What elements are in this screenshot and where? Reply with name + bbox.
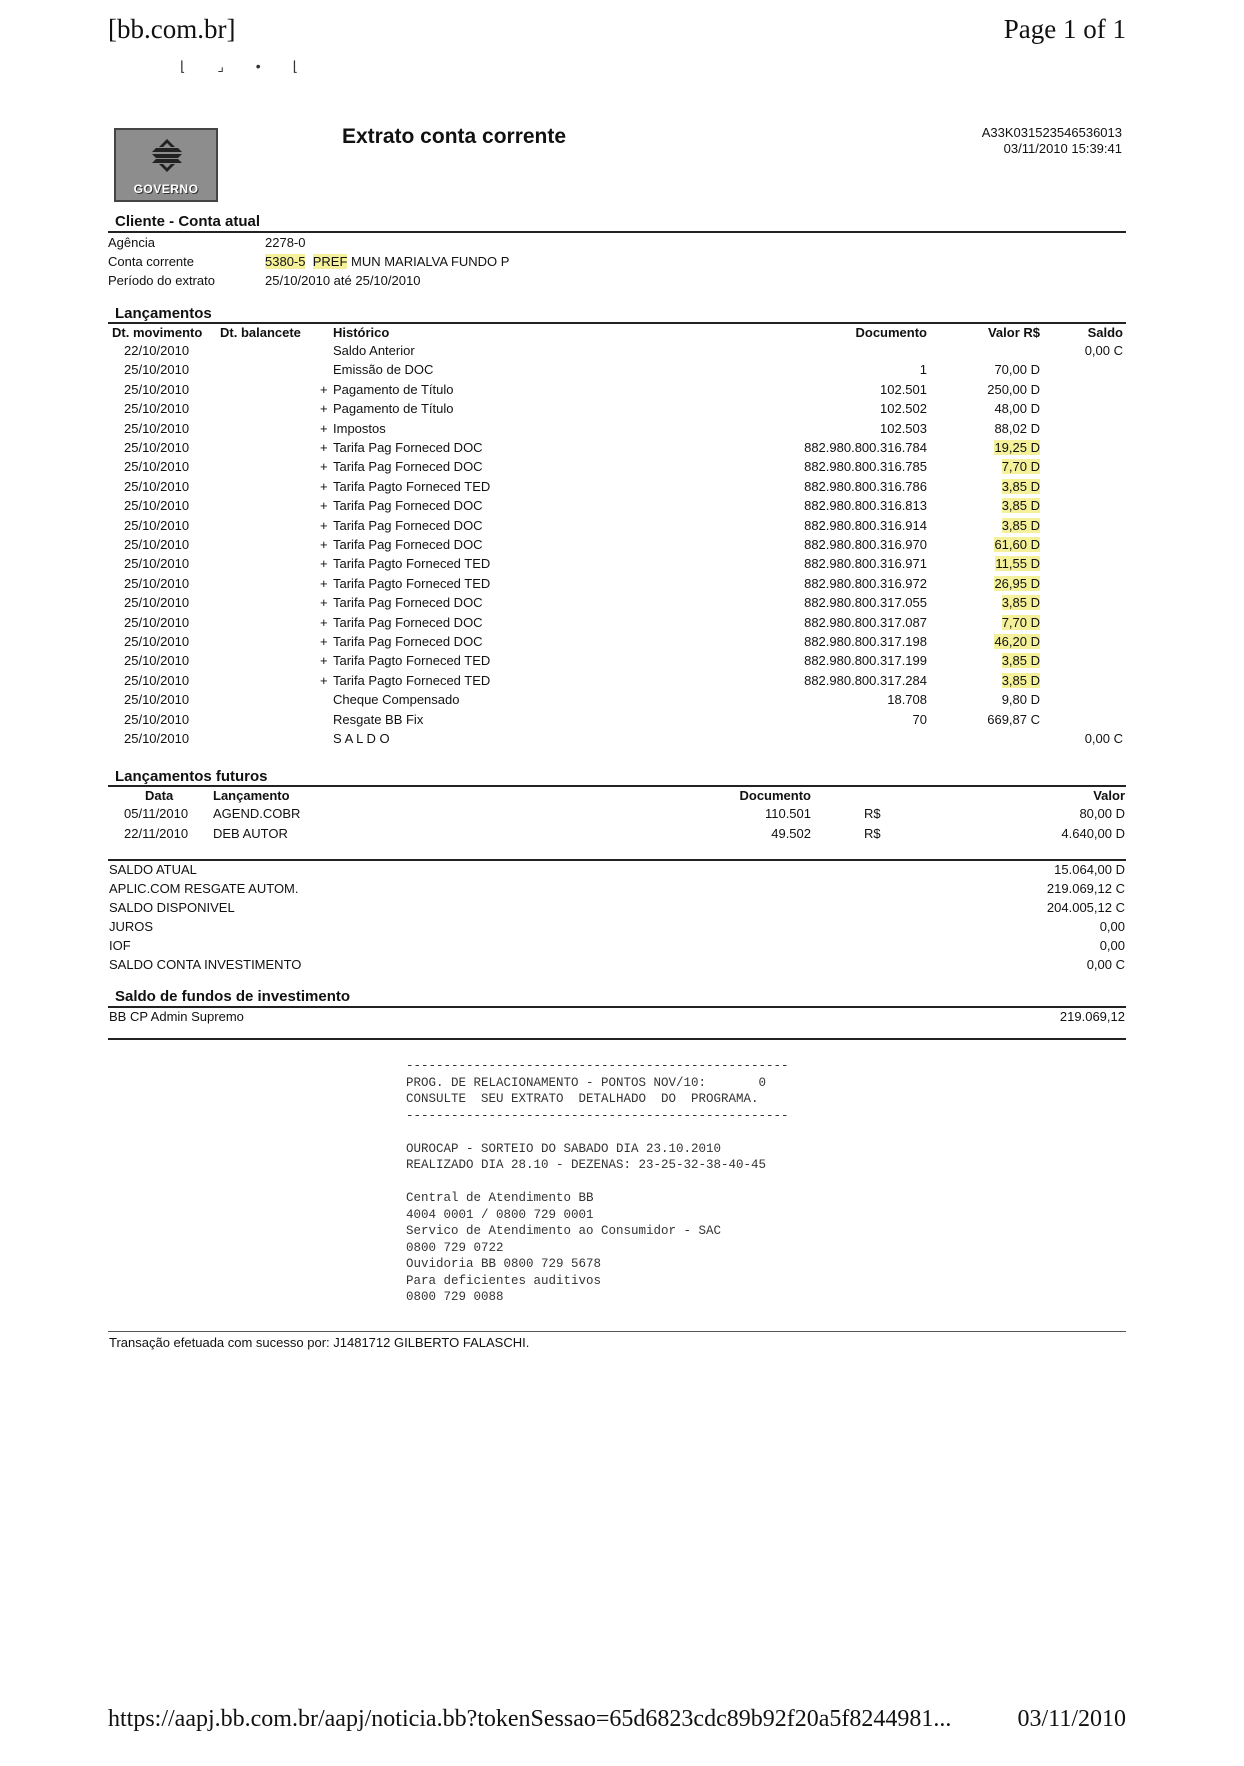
lancamentos-section-title: Lançamentos — [115, 305, 212, 322]
promo-line: --------------------------------------------------- — [406, 1059, 789, 1073]
row-documento: 49.502 — [771, 826, 811, 841]
table-row — [0, 343, 1244, 362]
row-documento: 882.980.800.316.972 — [804, 575, 927, 591]
row-date: 25/10/2010 — [124, 614, 190, 630]
row-historico: Pagamento de Título — [333, 401, 454, 417]
fundo-row — [0, 1009, 1244, 1027]
scribble-marks: ⌊ ⌟ • ⌊ — [180, 58, 313, 74]
footer-url: https://aapj.bb.com.br/aapj/noticia.bb?tokenSessao=65d6823cdc89b92f20a5f8244981... — [108, 1706, 952, 1732]
table-row — [0, 556, 1244, 575]
row-date: 25/10/2010 — [124, 381, 190, 397]
promo-line: Para deficientes auditivos — [406, 1273, 602, 1288]
summary-row — [0, 881, 1244, 899]
row-historico: Cheque Compensado — [333, 692, 460, 708]
account-holder: MUN MARIALVA FUNDO P — [351, 254, 510, 269]
col-header-documento-futuro: Documento — [739, 788, 811, 803]
row-valor: 19,25 D — [994, 440, 1040, 455]
summary-value: 0,00 C — [1086, 957, 1125, 972]
table-row — [0, 382, 1244, 401]
table-row — [0, 459, 1244, 478]
col-header-historico: Histórico — [333, 325, 390, 340]
promo-line: 0800 729 0722 — [406, 1240, 504, 1255]
row-sign: + — [320, 401, 328, 417]
row-historico: Tarifa Pagto Forneced TED — [333, 556, 491, 572]
row-saldo: 0,00 C — [1084, 343, 1123, 358]
row-date: 25/10/2010 — [124, 731, 190, 746]
summary-value: 219.069,12 C — [1046, 881, 1125, 896]
field-value: 2278-0 — [265, 235, 306, 250]
row-valor: 4.640,00 D — [1061, 826, 1125, 841]
row-date: 22/10/2010 — [124, 343, 190, 358]
transaction-note: Transação efetuada com sucesso por: J1481712 GILBERTO FALASCHI. — [109, 1335, 530, 1350]
row-date: 25/10/2010 — [124, 692, 190, 708]
summary-label: SALDO CONTA INVESTIMENTO — [109, 957, 302, 972]
row-currency: R$ — [864, 806, 881, 821]
row-date: 25/10/2010 — [124, 575, 190, 591]
row-date: 25/10/2010 — [124, 595, 190, 611]
summary-value: 0,00 — [1099, 938, 1125, 953]
fundo-value: 219.069,12 — [1059, 1009, 1125, 1024]
row-valor: 46,20 D — [994, 634, 1040, 649]
summary-label: SALDO ATUAL — [109, 862, 197, 877]
row-date: 25/10/2010 — [124, 362, 190, 378]
row-date: 25/10/2010 — [124, 517, 190, 533]
promo-line — [406, 1124, 789, 1141]
col-header-valor: Valor R$ — [987, 325, 1040, 340]
row-valor: 48,00 D — [994, 401, 1040, 417]
row-valor: 3,85 D — [1001, 498, 1040, 514]
field-value: 25/10/2010 até 25/10/2010 — [265, 273, 421, 288]
summary-row — [0, 938, 1244, 956]
summary-label: IOF — [109, 938, 131, 953]
row-valor: 70,00 D — [994, 362, 1040, 378]
table-row — [0, 634, 1244, 653]
document-code — [982, 125, 1122, 157]
summary-row — [0, 957, 1244, 975]
page-indicator: Page 1 of 1 — [1003, 14, 1126, 44]
row-documento: 882.980.800.316.813 — [804, 498, 927, 514]
row-valor: 3,85 D — [1001, 517, 1040, 533]
row-valor: 88,02 D — [994, 420, 1040, 436]
row-historico: Resgate BB Fix — [333, 711, 424, 727]
row-historico: Tarifa Pagto Forneced TED — [333, 672, 491, 688]
row-historico: Saldo Anterior — [333, 343, 415, 358]
divider — [108, 1006, 1126, 1008]
field-label: Conta corrente — [108, 254, 194, 269]
row-date: 22/11/2010 — [124, 826, 189, 841]
row-valor: 11,55 D — [995, 556, 1040, 572]
futuros-section-title: Lançamentos futuros — [115, 768, 268, 785]
promo-line: Servico de Atendimento ao Consumidor - SAC — [406, 1224, 722, 1238]
row-historico: Tarifa Pag Forneced DOC — [333, 459, 483, 475]
promo-line: Ouvidoria BB 0800 729 5678 — [406, 1257, 602, 1271]
fundo-name: BB CP Admin Supremo — [109, 1009, 244, 1024]
table-row — [0, 712, 1244, 731]
row-valor: 61,60 D — [994, 537, 1040, 552]
table-row — [0, 401, 1244, 420]
promo-line: 0800 729 0088 — [406, 1290, 504, 1304]
row-documento: 1 — [919, 362, 927, 378]
row-date: 25/10/2010 — [124, 556, 190, 572]
summary-row — [0, 862, 1244, 880]
row-historico: Tarifa Pag Forneced DOC — [333, 595, 483, 611]
row-documento: 110.501 — [764, 806, 811, 821]
divider — [108, 1038, 1126, 1040]
promo-line: --------------------------------------------------- — [406, 1108, 789, 1123]
table-row — [0, 498, 1244, 517]
col-header-documento: Documento — [855, 325, 927, 340]
row-sign: + — [320, 420, 328, 436]
row-date: 25/10/2010 — [124, 440, 190, 455]
summary-label: SALDO DISPONIVEL — [109, 900, 235, 915]
row-currency: R$ — [864, 826, 881, 841]
row-lancamento: AGEND.COBR — [213, 806, 301, 821]
document-id: A33K031523546536013 — [981, 125, 1122, 140]
row-sign: + — [320, 381, 328, 397]
row-documento: 882.980.800.317.087 — [804, 614, 927, 630]
table-row — [0, 576, 1244, 595]
row-historico: S A L D O — [333, 731, 390, 746]
row-documento: 882.980.800.316.785 — [804, 459, 927, 475]
row-date: 25/10/2010 — [124, 672, 190, 688]
row-documento: 102.502 — [880, 401, 927, 417]
row-valor: 26,95 D — [994, 575, 1040, 591]
row-date: 25/10/2010 — [124, 420, 190, 436]
row-documento: 882.980.800.316.786 — [804, 478, 927, 494]
row-sign: + — [320, 556, 328, 572]
row-sign: + — [320, 634, 328, 649]
row-date: 05/11/2010 — [124, 806, 189, 821]
row-date: 25/10/2010 — [124, 711, 190, 727]
row-date: 25/10/2010 — [124, 498, 190, 514]
divider — [108, 859, 1126, 861]
row-sign: + — [320, 614, 328, 630]
row-date: 25/10/2010 — [124, 401, 190, 417]
table-row — [0, 826, 1244, 845]
divider — [108, 1331, 1126, 1332]
row-documento: 70 — [912, 711, 927, 727]
table-row — [0, 518, 1244, 537]
row-valor: 250,00 D — [987, 381, 1040, 397]
row-sign: + — [320, 459, 328, 475]
promo-line: 4004 0001 / 0800 729 0001 — [406, 1207, 594, 1222]
row-historico: Tarifa Pagto Forneced TED — [333, 478, 491, 494]
col-header-valor-futuro: Valor — [1093, 788, 1125, 803]
divider — [108, 785, 1126, 787]
row-sign: + — [320, 498, 328, 514]
document-datetime: 03/11/2010 15:39:41 — [1003, 141, 1122, 156]
row-historico: Tarifa Pag Forneced DOC — [333, 440, 483, 455]
col-header-dt-movimento: Dt. movimento — [112, 325, 203, 340]
table-row — [0, 673, 1244, 692]
row-date: 25/10/2010 — [124, 537, 190, 552]
divider — [108, 322, 1126, 324]
table-row — [0, 731, 1244, 750]
row-sign: + — [320, 440, 328, 455]
row-sign: + — [320, 672, 328, 688]
table-row — [0, 615, 1244, 634]
summary-value: 204.005,12 C — [1046, 900, 1125, 915]
page-title: Extrato conta corrente — [342, 125, 567, 148]
row-sign: + — [320, 537, 328, 552]
row-valor: 3,85 D — [1001, 478, 1040, 494]
row-historico: Impostos — [333, 420, 386, 436]
row-valor: 80,00 D — [1079, 806, 1125, 821]
row-valor: 669,87 C — [987, 711, 1040, 727]
divider — [108, 231, 1126, 233]
row-date: 25/10/2010 — [124, 459, 190, 475]
promo-line: CONSULTE SEU EXTRATO DETALHADO DO PROGRAMA. — [406, 1092, 759, 1106]
row-historico: Tarifa Pagto Forneced TED — [333, 653, 491, 669]
row-documento: 882.980.800.316.970 — [804, 537, 927, 552]
row-saldo: 0,00 C — [1084, 731, 1123, 746]
table-row — [0, 537, 1244, 556]
promo-line: REALIZADO DIA 28.10 - DEZENAS: 23-25-32-38-40-45 — [406, 1158, 767, 1172]
table-row — [0, 806, 1244, 825]
row-documento: 882.980.800.317.198 — [804, 634, 927, 649]
row-historico: Tarifa Pag Forneced DOC — [333, 498, 483, 514]
row-sign: + — [320, 517, 328, 533]
row-valor: 9,80 D — [1001, 692, 1040, 708]
account-holder-highlight: PREF — [312, 254, 348, 269]
row-documento: 882.980.800.316.784 — [804, 440, 927, 455]
row-sign: + — [320, 575, 328, 591]
row-valor: 7,70 D — [1001, 459, 1040, 475]
row-valor: 3,85 D — [1001, 653, 1040, 669]
row-documento: 882.980.800.316.971 — [804, 556, 927, 572]
row-valor: 3,85 D — [1001, 672, 1040, 688]
col-header-dt-balancete: Dt. balancete — [220, 325, 301, 340]
col-header-lancamento: Lançamento — [213, 788, 290, 803]
row-historico: Pagamento de Título — [333, 381, 454, 397]
row-documento: 102.503 — [880, 420, 927, 436]
table-row — [0, 421, 1244, 440]
promo-line — [406, 1174, 789, 1191]
row-sign: + — [320, 478, 328, 494]
table-row — [0, 653, 1244, 672]
bank-logo — [114, 128, 218, 202]
summary-row — [0, 919, 1244, 937]
row-documento: 882.980.800.316.914 — [804, 517, 927, 533]
row-documento: 102.501 — [880, 381, 927, 397]
summary-value: 0,00 — [1099, 919, 1125, 934]
table-row — [0, 362, 1244, 381]
row-date: 25/10/2010 — [124, 478, 190, 494]
row-documento: 882.980.800.317.284 — [804, 672, 927, 688]
row-date: 25/10/2010 — [124, 653, 190, 669]
row-valor: 7,70 D — [1001, 614, 1040, 630]
row-historico: Tarifa Pag Forneced DOC — [333, 614, 483, 630]
row-historico: Tarifa Pag Forneced DOC — [333, 537, 483, 552]
site-label: [bb.com.br] — [108, 14, 236, 44]
logo-caption: GOVERNO — [133, 182, 199, 196]
summary-label: JUROS — [109, 919, 154, 934]
row-valor: 3,85 D — [1001, 595, 1040, 611]
row-historico: Tarifa Pag Forneced DOC — [333, 517, 483, 533]
row-sign: + — [320, 653, 328, 669]
promo-line: OUROCAP - SORTEIO DO SABADO DIA 23.10.2010 — [406, 1141, 722, 1156]
summary-label: APLIC.COM RESGATE AUTOM. — [109, 881, 299, 896]
bb-logo-icon — [150, 138, 184, 172]
row-documento: 882.980.800.317.199 — [804, 653, 927, 669]
field-label: Período do extrato — [108, 273, 215, 288]
promo-line: PROG. DE RELACIONAMENTO - PONTOS NOV/10: 0 — [406, 1075, 767, 1090]
summary-value: 15.064,00 D — [1054, 862, 1125, 877]
row-documento: 882.980.800.317.055 — [804, 595, 927, 611]
field-label: Agência — [108, 235, 155, 250]
row-historico: Emissão de DOC — [333, 362, 434, 378]
table-row — [0, 479, 1244, 498]
table-row — [0, 595, 1244, 614]
field-value — [265, 254, 509, 269]
row-lancamento: DEB AUTOR — [213, 826, 288, 841]
promo-block — [406, 1058, 789, 1306]
row-sign: + — [320, 595, 328, 611]
row-historico: Tarifa Pagto Forneced TED — [333, 575, 491, 591]
col-header-saldo: Saldo — [1087, 325, 1123, 340]
row-documento: 18.708 — [887, 692, 927, 708]
footer-date: 03/11/2010 — [1017, 1706, 1126, 1732]
promo-line: Central de Atendimento BB — [406, 1191, 594, 1205]
row-historico: Tarifa Pag Forneced DOC — [333, 634, 483, 649]
fundos-section-title: Saldo de fundos de investimento — [115, 988, 351, 1005]
account-number: 5380-5 — [265, 254, 306, 269]
summary-row — [0, 900, 1244, 918]
row-date: 25/10/2010 — [124, 634, 190, 649]
client-section-title: Cliente - Conta atual — [115, 213, 261, 230]
table-row — [0, 440, 1244, 459]
table-row — [0, 692, 1244, 711]
col-header-data: Data — [145, 788, 174, 803]
